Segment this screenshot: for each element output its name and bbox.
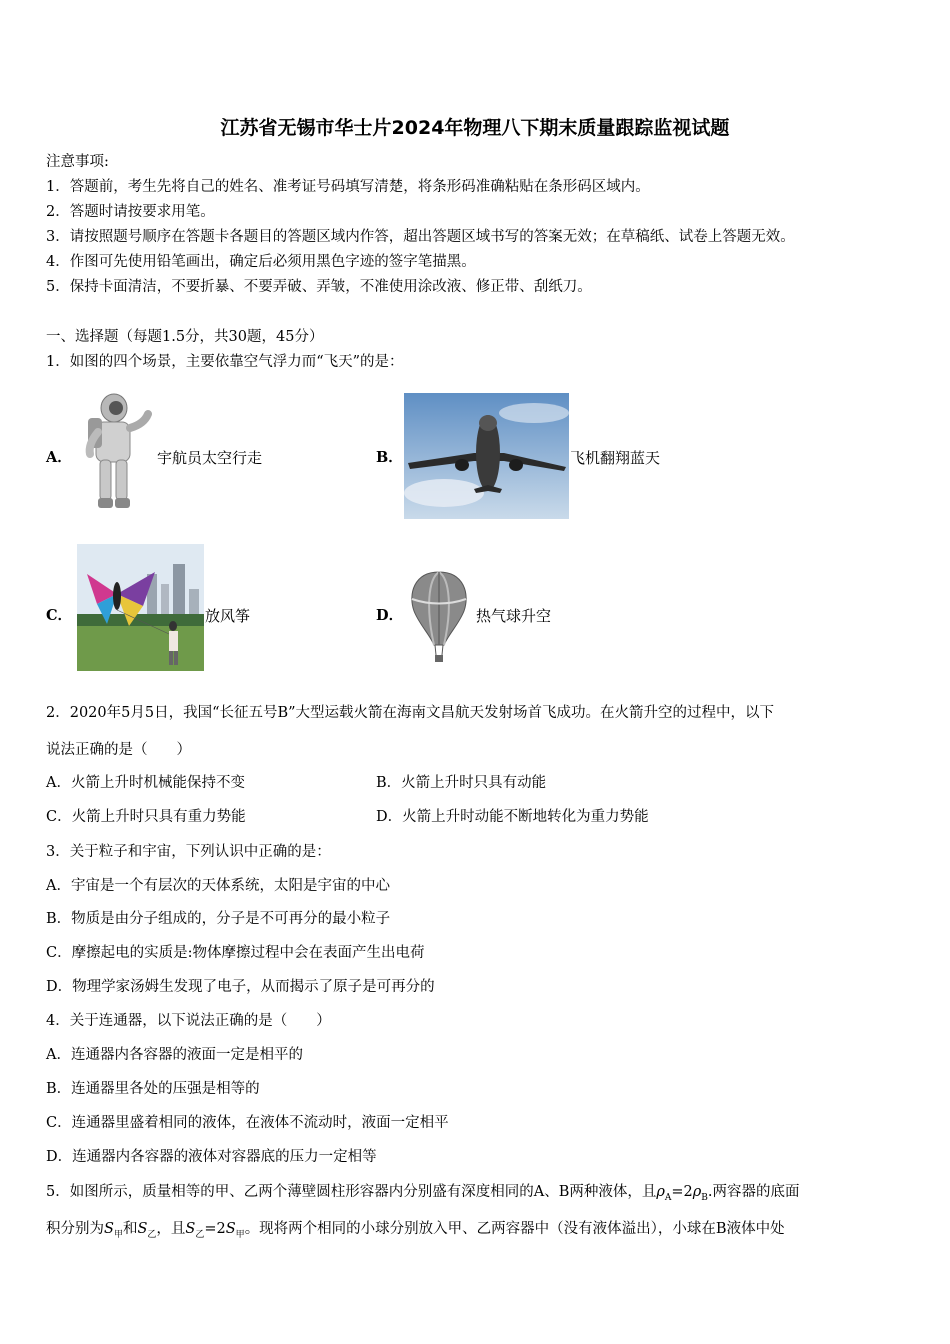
q5-text: 5．如图所示，质量相等的甲、乙两个薄壁圆柱形容器内分别盛有深度相同的A、B两种液体，且 — [46, 1184, 657, 1200]
question-2-option-d: D．火箭上升时动能不断地转化为重力势能 — [376, 809, 649, 825]
option-a-caption: 宇航员太空行走 — [157, 449, 263, 467]
subscript: 甲 — [235, 1229, 245, 1240]
rho-symbol: ρ — [656, 1184, 665, 1200]
area-symbol: S — [137, 1221, 148, 1237]
option-a-letter: A． — [46, 449, 72, 466]
section-heading: 一、选择题（每题1.5分，共30题，45分） — [46, 329, 324, 345]
subscript: A — [664, 1192, 672, 1203]
page-title: 江苏省无锡市华士片2024年物理八下期末质量跟踪监视试题 — [220, 117, 730, 139]
question-2-option-a: A．火箭上升时机械能保持不变 — [46, 775, 245, 791]
hot-air-balloon-image — [404, 569, 474, 669]
note-item: 4．作图可先使用铅笔画出，确定后必须用黑色字迹的签字笔描黑。 — [46, 254, 476, 270]
question-4-option-a: A．连通器内各容器的液面一定是相平的 — [46, 1047, 303, 1063]
question-1-stem: 1．如图的四个场景，主要依靠空气浮力而“飞天”的是： — [46, 354, 404, 370]
option-d-caption: 热气球升空 — [476, 607, 552, 625]
question-2-option-c: C．火箭上升时只具有重力势能 — [46, 809, 246, 825]
question-2-option-b: B．火箭上升时只具有动能 — [376, 775, 547, 791]
question-5-stem-cont — [46, 1219, 785, 1245]
airplane-image — [404, 393, 569, 519]
q5-text: .两容器的底面 — [707, 1184, 800, 1200]
question-4-option-b: B．连通器里各处的压强是相等的 — [46, 1081, 260, 1097]
q5-text: =2 — [204, 1221, 226, 1237]
question-3-stem: 3．关于粒子和宇宙，下列认识中正确的是： — [46, 844, 331, 860]
option-d-letter: D． — [376, 607, 404, 624]
area-symbol: S — [104, 1221, 114, 1237]
kite-image — [77, 544, 204, 671]
q5-text: 。现将两个相同的小球分别放入甲、乙两容器中（没有液体溢出），小球在B液体中处 — [244, 1221, 785, 1237]
question-3-option-d: D．物理学家汤姆生发现了电子，从而揭示了原子是可再分的 — [46, 979, 435, 995]
astronaut-image — [78, 388, 154, 516]
question-3-option-a: A．宇宙是一个有层次的天体系统，太阳是宇宙的中心 — [46, 878, 390, 894]
q5-text: =2 — [671, 1184, 693, 1200]
subscript: 乙 — [195, 1229, 205, 1240]
question-4-option-c: C．连通器里盛着相同的液体，在液体不流动时，液面一定相平 — [46, 1115, 449, 1131]
question-3-option-b: B．物质是由分子组成的，分子是不可再分的最小粒子 — [46, 911, 391, 927]
subscript: 乙 — [147, 1229, 157, 1240]
option-c-letter: C． — [46, 607, 73, 624]
option-b-caption: 飞机翻翔蓝天 — [570, 449, 661, 467]
area-symbol: S — [225, 1221, 236, 1237]
q5-text: ，且 — [156, 1221, 186, 1237]
question-5-stem — [46, 1182, 800, 1208]
q5-text: 和 — [122, 1221, 138, 1237]
q5-text: 积分别为 — [46, 1221, 104, 1237]
note-item: 2．答题时请按要求用笔。 — [46, 204, 215, 220]
option-b-letter: B． — [376, 449, 403, 466]
question-2-stem-cont: 说法正确的是（ ） — [46, 742, 191, 758]
question-3-option-c: C．摩擦起电的实质是:物体摩擦过程中会在表面产生出电荷 — [46, 945, 425, 961]
subscript: B — [701, 1192, 708, 1203]
question-4-stem: 4．关于连通器，以下说法正确的是（ ） — [46, 1013, 331, 1029]
option-c-caption: 放风筝 — [205, 607, 251, 625]
subscript: 甲 — [113, 1229, 123, 1240]
area-symbol: S — [185, 1221, 196, 1237]
rho-symbol: ρ — [692, 1184, 702, 1200]
note-item: 3．请按照题号顺序在答题卡各题目的答题区域内作答，超出答题区域书写的答案无效；在草稿纸、试卷上答题无效。 — [46, 229, 795, 245]
notes-heading: 注意事项: — [46, 154, 109, 170]
question-4-option-d: D．连通器内各容器的液体对容器底的压力一定相等 — [46, 1149, 377, 1165]
question-2-stem: 2．2020年5月5日，我国“长征五号B”大型运载火箭在海南文昌航天发射场首飞成功。在火箭升空的过程中，以下 — [46, 705, 775, 721]
note-item: 5．保持卡面清洁，不要折暴、不要弄破、弄皱，不准使用涂改液、修正带、刮纸刀。 — [46, 279, 592, 295]
note-item: 1．答题前，考生先将自己的姓名、准考证号码填写清楚，将条形码准确粘贴在条形码区域内。 — [46, 179, 650, 195]
